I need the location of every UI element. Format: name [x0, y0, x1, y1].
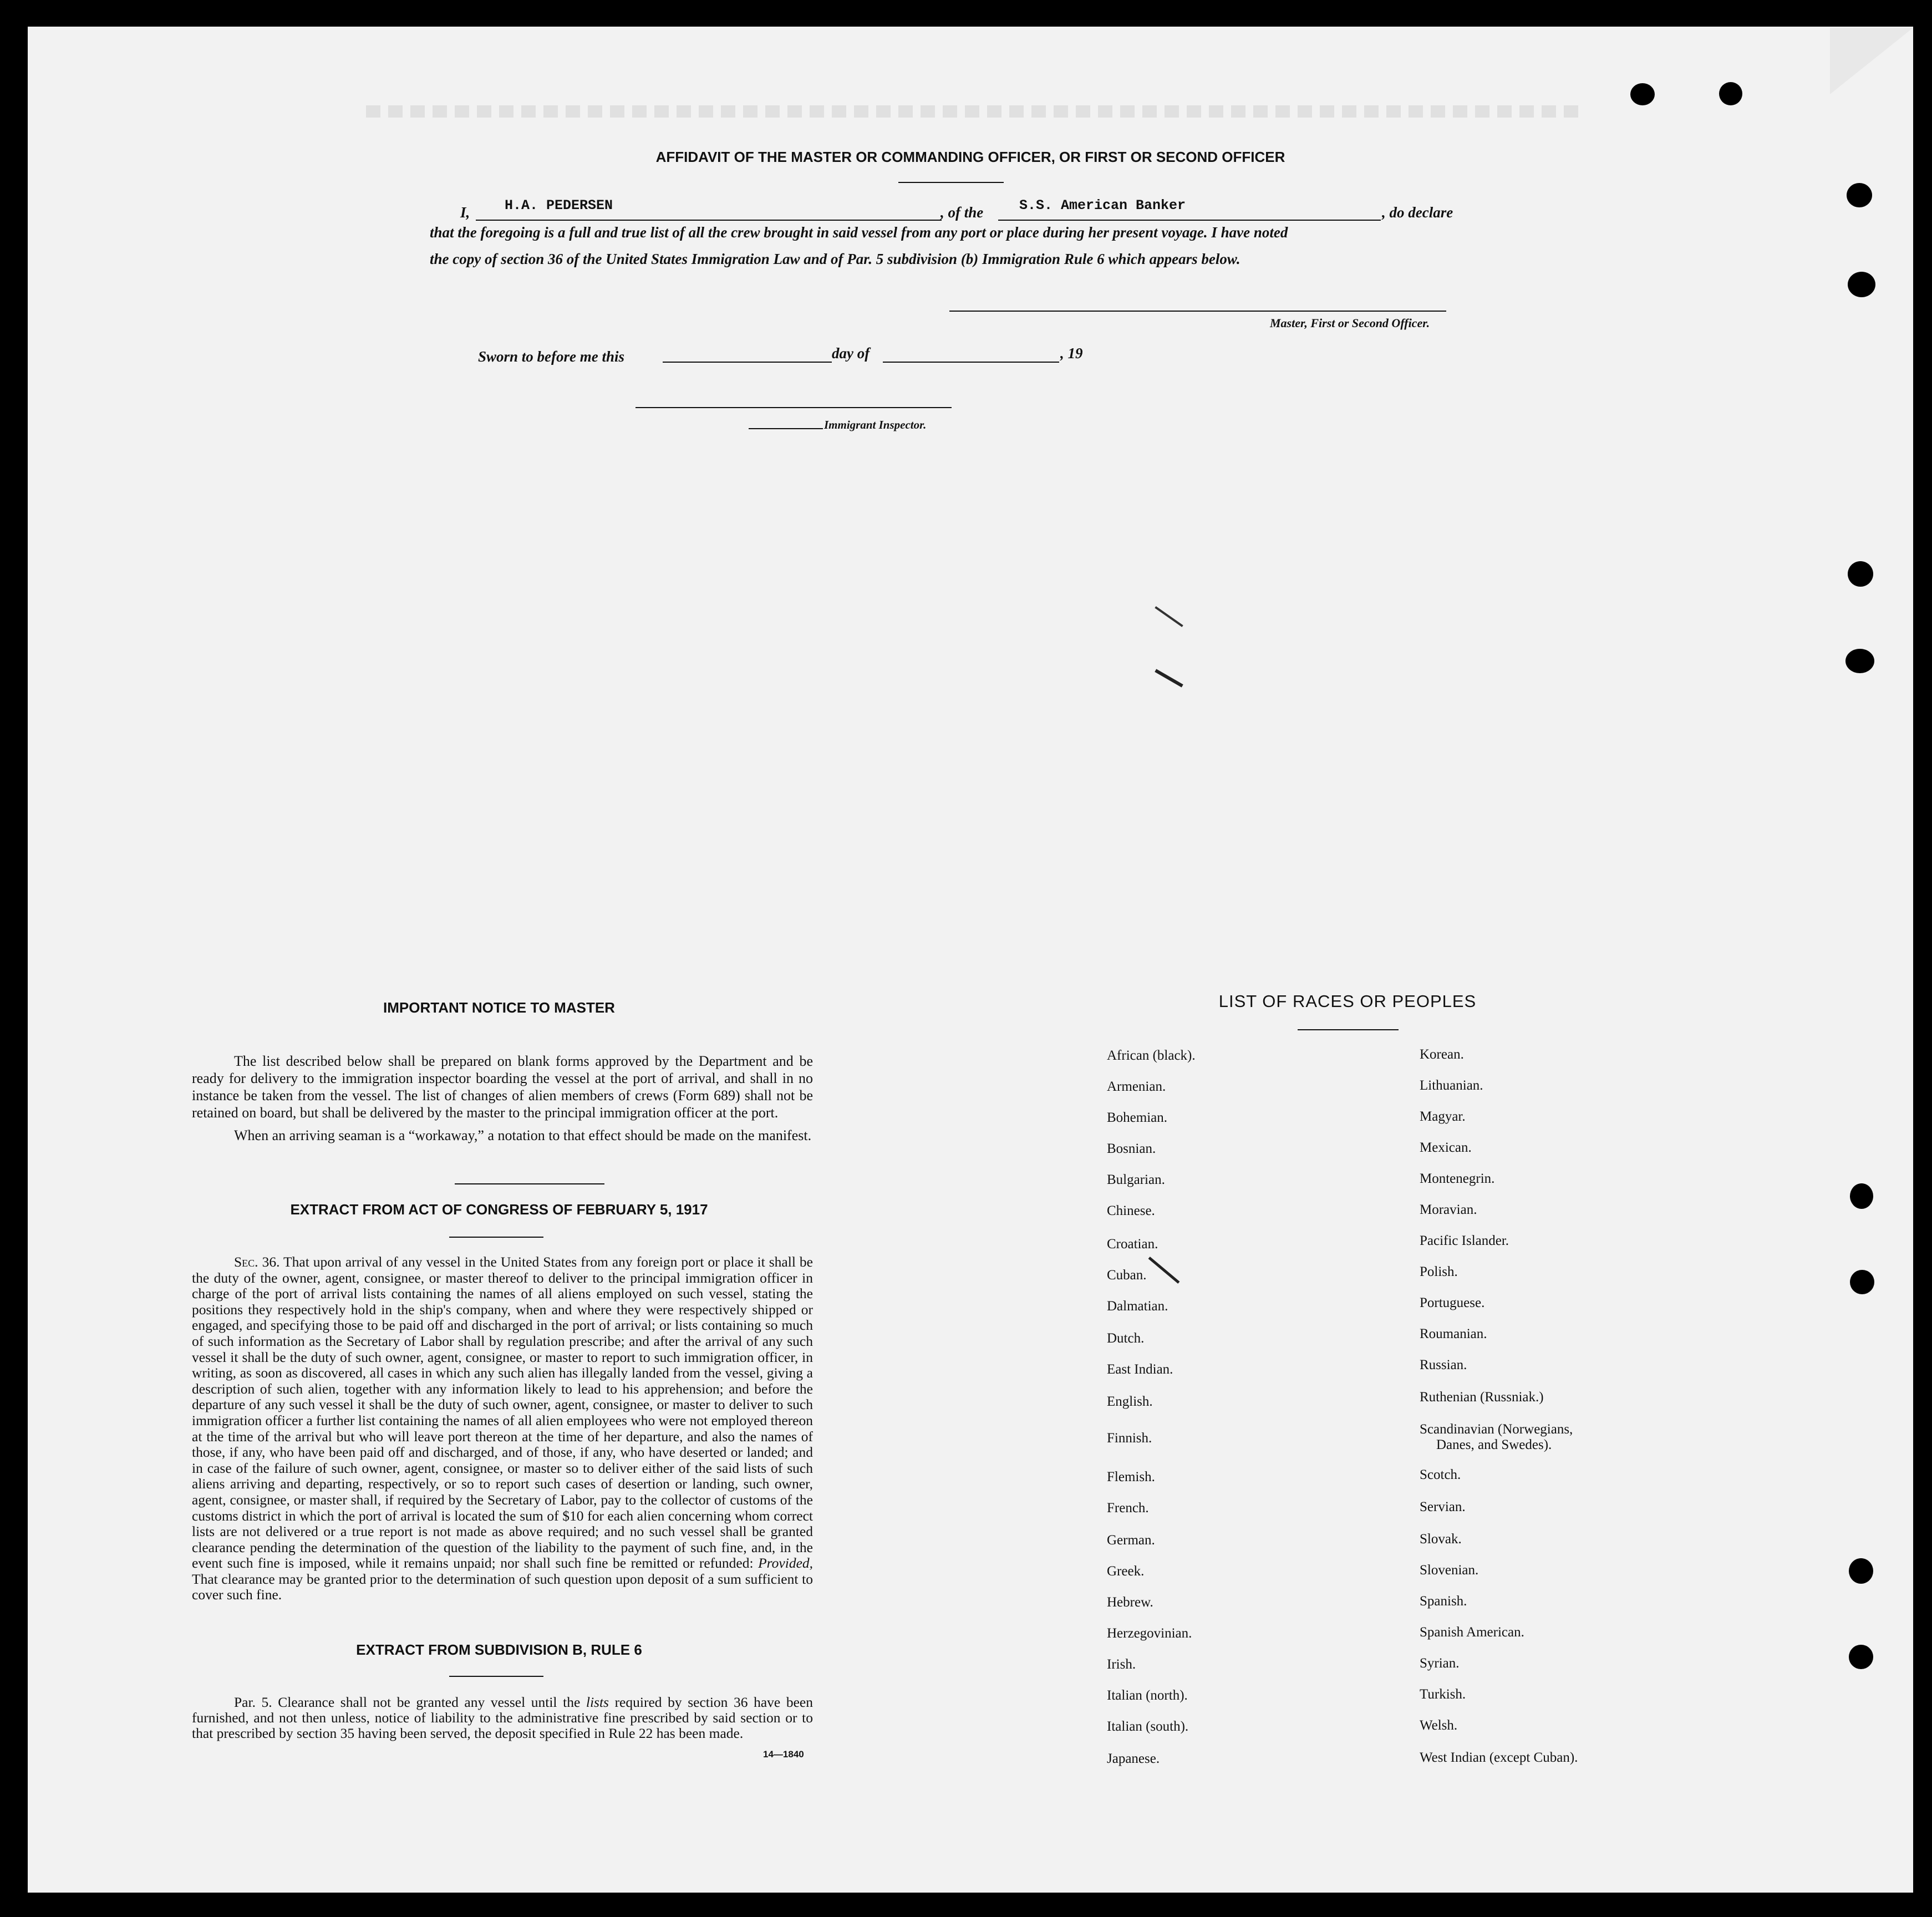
master-signature-line [949, 311, 1446, 312]
race-item: Herzegovinian. [1107, 1626, 1192, 1641]
form-number: 14—1840 [763, 1749, 804, 1760]
punch-hole [1850, 1183, 1873, 1209]
race-item: Bohemian. [1107, 1110, 1168, 1125]
extract-act-body [192, 1254, 813, 1603]
section-rule [455, 1183, 604, 1184]
race-item: Slovenian. [1420, 1563, 1479, 1578]
affidavit-line-3: the copy of section 36 of the United States Immigration Law and of Par. 5 subdivision (b) Immigration Rule 6 which appears below. [430, 251, 1240, 267]
sec-36-label: Sec. 36. [234, 1254, 280, 1270]
race-item: Flemish. [1107, 1469, 1155, 1484]
race-item: Polish. [1420, 1264, 1458, 1279]
race-item: Spanish American. [1420, 1625, 1524, 1640]
race-item: Italian (south). [1107, 1719, 1189, 1734]
year-label: , 19 [1060, 345, 1083, 362]
notice-title: IMPORTANT NOTICE TO MASTER [383, 999, 615, 1016]
race-item: Slovak. [1420, 1532, 1462, 1547]
title-rule [1298, 1029, 1399, 1030]
extract-act-title: EXTRACT FROM ACT OF CONGRESS OF FEBRUARY 5, 1917 [290, 1201, 708, 1218]
race-item: Welsh. [1420, 1718, 1458, 1733]
sworn-month-line [883, 362, 1059, 363]
inspector-caption: Immigrant Inspector. [824, 418, 927, 431]
race-item: German. [1107, 1533, 1155, 1548]
vessel-value: S.S. American Banker [1019, 197, 1186, 213]
races-title: LIST OF RACES OR PEOPLES [1218, 991, 1477, 1011]
race-item: Moravian. [1420, 1202, 1477, 1217]
lists-word: lists [586, 1694, 609, 1710]
bleed-through-mark [366, 105, 1586, 118]
race-item: African (black). [1107, 1048, 1196, 1063]
race-item: Irish. [1107, 1657, 1136, 1672]
master-signature-caption: Master, First or Second Officer. [1270, 316, 1430, 330]
vessel-line [998, 220, 1381, 221]
inspector-short-line [749, 428, 823, 429]
race-item: Scotch. [1420, 1467, 1461, 1482]
section-rule [449, 1676, 543, 1677]
race-item: Japanese. [1107, 1751, 1160, 1766]
race-item: Pacific Islander. [1420, 1233, 1509, 1248]
race-item: Montenegrin. [1420, 1171, 1495, 1186]
title-rule [898, 182, 1004, 183]
sec-36-tail: That clearance may be granted prior to the determination of such question upon deposit of a sum sufficient to cover such fine. [192, 1570, 813, 1603]
section-rule [449, 1237, 543, 1238]
rule-text-b: required by section 36 have been furnished, and not then unless, notice of liability to the administrative fine prescribed by said section or to that prescribed by section 35 having been served, the deposit specified in Rule 22 has been made. [192, 1694, 813, 1741]
race-item: Ruthenian (Russniak.) [1420, 1390, 1544, 1405]
race-item: Cuban. [1107, 1268, 1147, 1283]
master-name-value: H.A. PEDERSEN [505, 197, 613, 213]
race-item: East Indian. [1107, 1362, 1173, 1377]
do-declare-label: , do declare [1382, 204, 1453, 221]
race-item: Syrian. [1420, 1656, 1460, 1671]
extract-act-paragraph [192, 1254, 813, 1603]
affidavit-line-2: that the foregoing is a full and true list of all the crew brought in said vessel from any port or place during her present voyage. I have noted [430, 224, 1288, 241]
race-item: Dalmatian. [1107, 1299, 1168, 1314]
race-item: English. [1107, 1394, 1153, 1409]
race-item: Bulgarian. [1107, 1172, 1165, 1187]
race-item: Mexican. [1420, 1140, 1472, 1155]
race-item: Scandinavian (Norwegians, [1420, 1422, 1573, 1437]
day-of-label: day of [832, 345, 870, 362]
document-page [28, 27, 1913, 1893]
inspector-signature-line [635, 407, 952, 408]
race-item: French. [1107, 1501, 1149, 1516]
affidavit-i-prefix: I, [460, 204, 470, 221]
master-name-line [476, 220, 942, 221]
punch-hole [1847, 183, 1872, 207]
race-item: Turkish. [1420, 1687, 1466, 1702]
extract-rule-title: EXTRACT FROM SUBDIVISION B, RULE 6 [356, 1641, 642, 1658]
extract-rule-paragraph [192, 1695, 813, 1741]
race-item: Armenian. [1107, 1079, 1166, 1094]
of-the-label: , of the [940, 204, 984, 221]
race-item: Chinese. [1107, 1203, 1155, 1218]
race-item: Danes, and Swedes). [1436, 1437, 1552, 1452]
race-item: Korean. [1420, 1047, 1464, 1062]
provided-word: Provided, [758, 1555, 814, 1572]
punch-hole [1848, 272, 1875, 297]
rule-text-a: Par. 5. Clearance shall not be granted any vessel until the [234, 1694, 581, 1710]
punch-hole [1630, 83, 1655, 105]
affidavit-title: AFFIDAVIT OF THE MASTER OR COMMANDING OFFICER, OR FIRST OR SECOND OFFICER [655, 149, 1285, 165]
race-item: Finnish. [1107, 1431, 1152, 1446]
race-item: West Indian (except Cuban). [1420, 1750, 1578, 1765]
folded-corner [1830, 28, 1913, 94]
sec-36-text: That upon arrival of any vessel in the United States from any foreign port or place it shall be the duty of the owner, agent, consignee, or master thereof to deliver to the principal immigration officer in charge of the port of arrival lists containing the names of all aliens employed on such vessel, stating the positions they respectively hold in the ship's company, when and where they were respectively shipped or engaged, and specifying those to be paid off and discharged in the port of arrival; or lists containing so much of such information as the Secretary of Labor shall by regulation prescribe; and after the arrival of any such vessel it shall be the duty of such owner, agent, consignee, or master to report to such immigration officer, in writing, as soon as discovered, all cases in which any such alien has illegally landed from the vessel, giving a description of such alien, together with any information likely to lead to his apprehension; and before the departure of any such vessel it shall be the duty of such owner, agent, consignee, or master to deliver to such immigration officer a further list containing the names of all alien employees who were not employed thereon at the time of the arrival but who will leave port thereon at the time of her departure, and also the names of those, if any, who have been paid off and discharged, and of those, if any, who have deserted or landed; and in case of the failure of such owner, agent, consignee, or master so to deliver either of the said lists of such aliens arriving and departing, respectively, or so to report such cases of desertion or landing, such owner, agent, consignee, or master shall, if required by the Secretary of Labor, pay to the collector of customs of the customs district in which the port of arrival is located the sum of $10 for each alien concerning whom correct lists are not delivered or a true report is not made as above required; and no such vessel shall be granted clearance pending the determination of the question of the liability to the payment of such fine, and, in the event such fine is imposed, while it remains unpaid; nor shall such fine be remitted or refunded: [192, 1254, 814, 1572]
race-item: Greek. [1107, 1564, 1145, 1579]
race-item: Spanish. [1420, 1594, 1467, 1609]
extract-rule-body [192, 1695, 813, 1741]
punch-hole [1719, 82, 1742, 105]
punch-hole [1848, 561, 1873, 587]
race-item: Roumanian. [1420, 1326, 1487, 1341]
punch-hole [1849, 1558, 1873, 1584]
race-item: Dutch. [1107, 1331, 1145, 1346]
punch-hole [1845, 649, 1874, 673]
notice-paragraph-2: When an arriving seaman is a “workaway,” a notation to that effect should be made on the manifest. [234, 1127, 812, 1143]
punch-hole [1849, 1645, 1873, 1669]
race-item: Magyar. [1420, 1109, 1466, 1124]
race-item: Hebrew. [1107, 1595, 1153, 1610]
race-item: Croatian. [1107, 1237, 1158, 1252]
notice-body [192, 1052, 813, 1150]
race-item: Lithuanian. [1420, 1078, 1483, 1093]
sworn-label: Sworn to before me this [478, 348, 625, 365]
race-item: Italian (north). [1107, 1688, 1188, 1703]
punch-hole [1850, 1270, 1874, 1294]
sworn-day-line [663, 362, 832, 363]
race-item: Portuguese. [1420, 1295, 1485, 1310]
notice-paragraph-1: The list described below shall be prepared on blank forms approved by the Department and be ready for delivery to the immigration inspector boarding the vessel at the port of arrival, and shall in no instance be taken from the vessel. The list of changes of alien members of crews (Form 689) shall not be retained on board, but shall be delivered by the master to the principal immigration officer at the port. [192, 1053, 813, 1121]
race-item: Bosnian. [1107, 1141, 1156, 1156]
race-item: Russian. [1420, 1357, 1467, 1372]
race-item: Servian. [1420, 1499, 1466, 1514]
